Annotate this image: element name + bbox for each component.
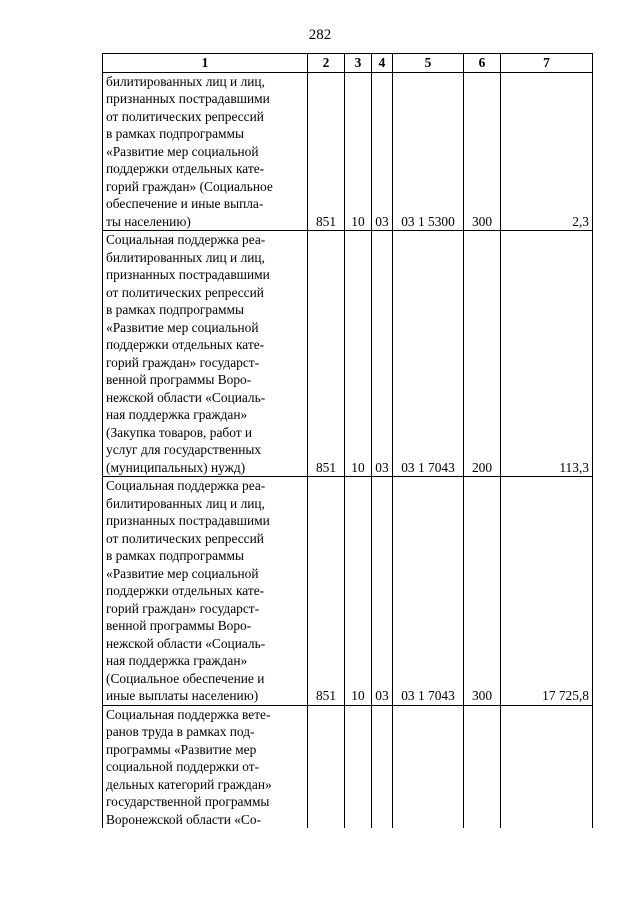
cell-admin-code: 851 bbox=[308, 231, 345, 477]
cell-admin-code: 851 bbox=[308, 477, 345, 706]
table-header-row bbox=[103, 54, 593, 73]
table-row bbox=[103, 705, 593, 828]
table-row bbox=[103, 477, 593, 706]
row-description: Социальная поддержка вете- ранов труда в рамках под- программы «Развитие мер социальной поддержки от- дельных категорий граждан» государственной программы Воронежской области «Со- bbox=[103, 705, 308, 828]
cell-subsection: 03 bbox=[372, 231, 393, 477]
cell-expense-type: 200 bbox=[464, 231, 501, 477]
header-col-6: 6 bbox=[464, 54, 501, 73]
cell-target-article: 03 1 5300 bbox=[393, 72, 464, 231]
cell-admin-code: 851 bbox=[308, 72, 345, 231]
cell-section: 10 bbox=[345, 231, 372, 477]
cell-amount: 17 725,8 bbox=[501, 477, 593, 706]
budget-table bbox=[102, 53, 593, 828]
header-col-2: 2 bbox=[308, 54, 345, 73]
row-description: Социальная поддержка реа- билитированных лиц и лиц, признанных пострадавшими от политических репрессий в рамках подпрограммы «Развитие мер социальной поддержки отдельных кате- горий граждан» государст- венной программы Воро- нежской области «Социаль- ная поддержка граждан» (Социальное обеспечение и иные выплаты населению) bbox=[103, 477, 308, 706]
header-col-1: 1 bbox=[103, 54, 308, 73]
header-col-4: 4 bbox=[372, 54, 393, 73]
cell-amount bbox=[501, 705, 593, 828]
header-col-3: 3 bbox=[345, 54, 372, 73]
row-description: Социальная поддержка реа- билитированных лиц и лиц, признанных пострадавшими от политических репрессий в рамках подпрограммы «Развитие мер социальной поддержки отдельных кате- горий граждан» государст- венной программы Воро- нежской области «Социаль- ная поддержка граждан» (Закупка товаров, работ и услуг для государственных (муниципальных) нужд) bbox=[103, 231, 308, 477]
page-number: 282 bbox=[308, 27, 332, 43]
table-row bbox=[103, 231, 593, 477]
cell-subsection bbox=[372, 705, 393, 828]
cell-amount: 113,3 bbox=[501, 231, 593, 477]
cell-target-article: 03 1 7043 bbox=[393, 477, 464, 706]
cell-admin-code bbox=[308, 705, 345, 828]
cell-expense-type: 300 bbox=[464, 477, 501, 706]
cell-expense-type: 300 bbox=[464, 72, 501, 231]
cell-amount: 2,3 bbox=[501, 72, 593, 231]
cell-expense-type bbox=[464, 705, 501, 828]
cell-subsection: 03 bbox=[372, 72, 393, 231]
header-col-5: 5 bbox=[393, 54, 464, 73]
cell-subsection: 03 bbox=[372, 477, 393, 706]
header-col-7: 7 bbox=[501, 54, 593, 73]
cell-section bbox=[345, 705, 372, 828]
cell-target-article bbox=[393, 705, 464, 828]
row-description: билитированных лиц и лиц, признанных пострадавшими от политических репрессий в рамках подпрограммы «Развитие мер социальной поддержки отдельных кате- горий граждан» (Социальное обеспечение и иные выпла- ты населению) bbox=[103, 72, 308, 231]
cell-section: 10 bbox=[345, 72, 372, 231]
cell-target-article: 03 1 7043 bbox=[393, 231, 464, 477]
table-row bbox=[103, 72, 593, 231]
cell-section: 10 bbox=[345, 477, 372, 706]
